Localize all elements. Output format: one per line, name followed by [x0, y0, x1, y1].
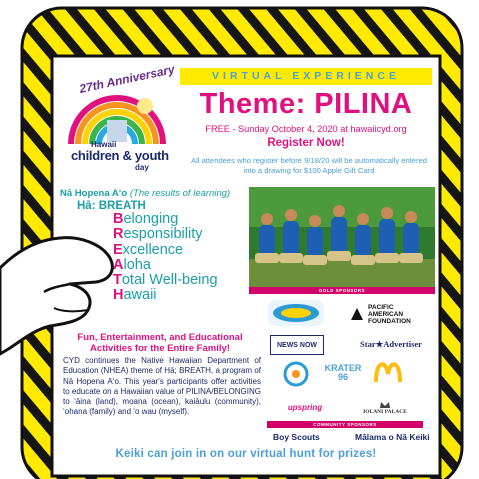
star-advertiser-logo [347, 336, 435, 352]
value-initial: H [113, 287, 124, 304]
value-rest: esponsibility [123, 226, 203, 243]
event-date-line: FREE - Sunday October 4, 2020 at hawaiicyd.org [205, 124, 407, 134]
star-advertiser-label: Star★Advertiser [360, 338, 422, 349]
hawaii-kids-graphic [271, 302, 321, 324]
value-total-wellbeing [113, 273, 253, 288]
logo-children-youth: children & youth [71, 148, 169, 163]
theme-title: Theme: PILINA [199, 88, 413, 120]
hand-graphic [0, 228, 120, 358]
footer-prizes: Keiki can join in on our virtual hunt for prizes! [115, 448, 377, 460]
value-rest: awaii [123, 287, 157, 304]
fun-body: CYD continues the Native Hawaiian Department of Education (NHEA) theme of Hā; BREATH, a program of Nā Hopena A‘o. This year's participants offer activities to educate on a Hawaiian value of PILINA/BELONGING to ‘āina (land), moana (ocean), kaiāulu (community), ‘ohana (family) and ‘o wau (myself). [63, 356, 261, 417]
news-now-label: NEWS NOW [276, 341, 318, 349]
iolani-palace-logo [355, 398, 415, 418]
value-excellence [113, 243, 253, 258]
hopena-title-text: Nā Hopena A‘o [60, 188, 128, 199]
value-rest: xcellence [122, 241, 184, 258]
value-aloha [113, 258, 253, 273]
hopena-subtitle: (The results of learning) [129, 188, 231, 199]
krater-96-logo [323, 362, 363, 384]
fun-heading: Fun, Entertainment, and Educational Activities for the Entire Family! [77, 332, 243, 354]
dancers-photo-graphic [249, 187, 435, 287]
value-initial: A [113, 256, 124, 273]
pacific-american-foundation-logo [349, 304, 435, 324]
value-initial: B [113, 211, 124, 227]
hopena-title [60, 188, 230, 199]
breath-values-list [113, 212, 253, 304]
value-belonging [113, 212, 253, 227]
anniversary-label: 27th Anniversary [78, 62, 176, 96]
cyd-logo [57, 64, 177, 182]
crown-icon [379, 401, 391, 409]
paf-icon [349, 306, 365, 322]
value-initial: E [113, 241, 123, 258]
breath-heading: Hā: BREATH [77, 200, 146, 212]
childrens-trust-fund-logo [273, 360, 319, 388]
mcdonalds-logo [373, 358, 403, 386]
value-initial: R [113, 226, 124, 243]
value-responsibility [113, 227, 253, 242]
upspring-label: upspring [287, 402, 323, 412]
trust-fund-icon [283, 361, 309, 387]
logo-hawaii: Hawaii [91, 140, 117, 149]
krater-label: KRATER 96 [324, 363, 362, 382]
hawaii-kids-logo [268, 300, 324, 326]
logo-day: day [135, 163, 149, 172]
pacific-label: PACIFIC AMERICAN FOUNDATION [368, 303, 411, 325]
dancers-photo [249, 187, 435, 287]
community-sponsors-bar: COMMUNITY SPONSORS [267, 421, 423, 428]
value-initial: T [113, 272, 122, 289]
malama-sponsor: Mālama o Nā Keiki [355, 432, 430, 442]
value-rest: otal Well-being [121, 272, 218, 289]
value-rest: elonging [123, 211, 179, 227]
gold-sponsors-bar: GOLD SPONSORS [249, 287, 435, 294]
hawaii-news-now-logo [270, 335, 324, 355]
virtual-experience-banner: VIRTUAL EXPERIENCE [180, 68, 432, 85]
boy-scouts-sponsor: Boy Scouts [273, 432, 320, 442]
value-rest: loha [123, 256, 151, 273]
value-hawaii [113, 288, 253, 303]
register-now-text: Register Now! [267, 137, 345, 149]
iolani-label: IOLANI PALACE [363, 409, 407, 415]
mcdonalds-arches-icon [374, 360, 402, 384]
upspring-logo [281, 400, 329, 414]
drawing-note: All attendees who register before 9/18/20 will be automatically entered into a drawing for $100 Apple Gift Card [191, 156, 427, 175]
